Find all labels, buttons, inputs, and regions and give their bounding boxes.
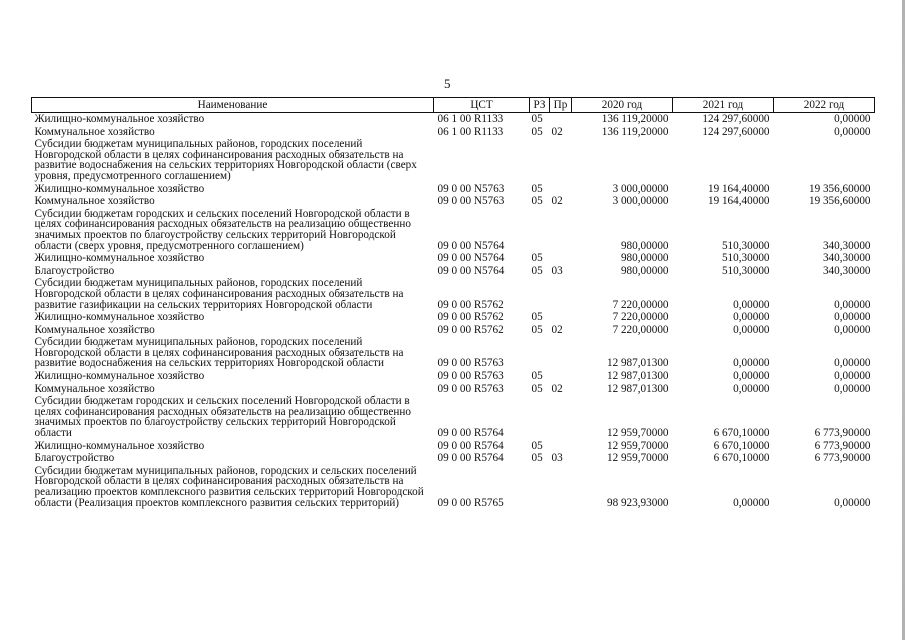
row-value-2020: 7 220,00000 [612, 298, 669, 311]
header-2022: 2022 год [774, 98, 875, 113]
table-row [32, 138, 875, 182]
row-name: Коммунальное хозяйство [34, 195, 155, 208]
row-value-2021: 19 164,40000 [707, 195, 770, 208]
table-row [32, 126, 875, 139]
row-value-2021: 124 297,60000 [702, 125, 770, 138]
row-pr [550, 370, 572, 383]
row-value-2021: 0,00000 [733, 496, 770, 509]
row-rz: 05 [531, 311, 543, 324]
row-value-2022: 0,00000 [834, 125, 871, 138]
row-value-2022: 340,30000 [822, 264, 871, 277]
row-pr [550, 336, 572, 370]
row-pr [550, 395, 572, 439]
row-cst: 09 0 00 N5764 [437, 264, 505, 277]
row-pr: 02 [551, 323, 563, 336]
row-name: Благоустройство [34, 264, 115, 277]
row-cst: 09 0 00 R5763 [437, 370, 504, 383]
row-value-2021: 0,00000 [733, 370, 770, 383]
table-row [32, 183, 875, 196]
row-rz [530, 138, 550, 182]
table-row [32, 370, 875, 383]
header-name: Наименование [32, 98, 434, 113]
row-value-2021 [673, 138, 774, 182]
row-name: Субсидии бюджетам городских и сельских поселений Новгородской области в целях софинансирования расходных обязательств на реализацию общественно значимых проектов по благоустройству сельских территорий Новгородской области [34, 395, 411, 440]
row-rz: 05 [531, 113, 543, 125]
row-pr [550, 440, 572, 453]
table-row [32, 452, 875, 465]
row-rz [530, 465, 550, 509]
row-value-2021: 510,30000 [721, 239, 770, 252]
row-cst: 09 0 00 R5764 [437, 427, 504, 440]
table-row [32, 252, 875, 265]
row-name: Субсидии бюджетам муниципальных районов, городских и сельских поселений Новгородской области в целях софинансирования расходных обязательств на реализацию проектов комплексного развития сельских территорий Новгородской области (Реализация проектов комплексного развития сельских территорий) [34, 464, 424, 509]
row-cst: 09 0 00 R5764 [437, 452, 504, 465]
row-cst: 09 0 00 R5762 [437, 311, 504, 324]
row-value-2020: 980,00000 [620, 264, 669, 277]
row-value-2021: 510,30000 [721, 264, 770, 277]
row-value-2022: 6 773,90000 [814, 427, 871, 440]
row-pr [550, 183, 572, 196]
row-cst: 09 0 00 N5763 [437, 182, 505, 195]
row-value-2021: 6 670,10000 [713, 427, 770, 440]
row-value-2022 [774, 138, 875, 182]
row-value-2020: 12 959,70000 [606, 452, 669, 465]
row-value-2021: 6 670,10000 [713, 452, 770, 465]
row-rz: 05 [531, 452, 543, 465]
row-value-2020 [572, 138, 673, 182]
row-pr: 03 [551, 264, 563, 277]
header-2021: 2021 год [673, 98, 774, 113]
row-value-2020: 980,00000 [620, 239, 669, 252]
page-number: 5 [444, 76, 451, 91]
table-header-row [32, 98, 875, 113]
row-value-2021: 510,30000 [721, 252, 770, 265]
row-name: Жилищно-коммунальное хозяйство [34, 439, 205, 452]
row-cst: 09 0 00 N5764 [437, 252, 505, 265]
row-rz [530, 336, 550, 370]
row-pr: 02 [551, 125, 563, 138]
row-rz: 05 [531, 125, 543, 138]
row-value-2020: 980,00000 [620, 252, 669, 265]
row-name: Коммунальное хозяйство [34, 382, 155, 395]
row-name: Жилищно-коммунальное хозяйство [34, 113, 205, 125]
row-value-2020: 7 220,00000 [612, 323, 669, 336]
row-pr [550, 208, 572, 252]
row-value-2022: 6 773,90000 [814, 439, 871, 452]
row-name: Жилищно-коммунальное хозяйство [34, 182, 205, 195]
header-pr: Пр [550, 98, 572, 113]
row-name: Субсидии бюджетам муниципальных районов, городских поселений Новгородской области в целях софинансирования расходных обязательств на развитие водоснабжения на сельских территориях Новгородской области [34, 336, 404, 370]
row-value-2022: 0,00000 [834, 113, 871, 125]
row-value-2022: 6 773,90000 [814, 452, 871, 465]
table-row [32, 265, 875, 278]
row-name: Жилищно-коммунальное хозяйство [34, 252, 205, 265]
header-cst: ЦСТ [434, 98, 530, 113]
row-name: Жилищно-коммунальное хозяйство [34, 370, 205, 383]
row-rz: 05 [531, 323, 543, 336]
row-value-2022: 0,00000 [834, 382, 871, 395]
row-rz: 05 [531, 439, 543, 452]
row-value-2022: 0,00000 [834, 496, 871, 509]
row-cst: 09 0 00 R5763 [437, 357, 504, 370]
row-value-2022: 340,30000 [822, 252, 871, 265]
row-pr [550, 277, 572, 311]
row-value-2020: 7 220,00000 [612, 311, 669, 324]
row-value-2021: 0,00000 [733, 311, 770, 324]
row-pr [550, 113, 572, 126]
row-pr: 02 [551, 382, 563, 395]
table-row [32, 324, 875, 337]
row-value-2020: 12 959,70000 [606, 439, 669, 452]
header-rz: РЗ [530, 98, 550, 113]
row-value-2021: 0,00000 [733, 298, 770, 311]
row-value-2020: 12 959,70000 [606, 427, 669, 440]
row-name: Субсидии бюджетам городских и сельских поселений Новгородской области в целях софинансирования расходных обязательств на реализацию общественно значимых проектов по благоустройству сельских территорий Новгородской области (сверх уровня, предусмотренного соглашением) [34, 207, 411, 252]
table-row [32, 311, 875, 324]
row-value-2020: 136 119,20000 [601, 125, 669, 138]
table-row [32, 465, 875, 509]
row-cst: 09 0 00 R5763 [437, 382, 504, 395]
row-value-2021: 0,00000 [733, 382, 770, 395]
row-rz: 05 [531, 195, 543, 208]
table-row [32, 113, 875, 126]
row-value-2020: 98 923,93000 [606, 496, 669, 509]
row-pr [550, 311, 572, 324]
row-value-2021: 124 297,60000 [702, 113, 770, 125]
row-value-2022: 340,30000 [822, 239, 871, 252]
row-value-2022: 0,00000 [834, 323, 871, 336]
table-body [32, 113, 875, 510]
row-value-2022: 19 356,60000 [808, 182, 871, 195]
row-cst: 09 0 00 N5764 [437, 239, 505, 252]
row-value-2022: 0,00000 [834, 370, 871, 383]
row-name: Субсидии бюджетам муниципальных районов, городских поселений Новгородской области в целях софинансирования расходных обязательств на развитие газификации на сельских территориях Новгородской области [34, 277, 404, 311]
row-rz: 05 [531, 182, 543, 195]
row-value-2022: 0,00000 [834, 357, 871, 370]
table-row [32, 277, 875, 311]
row-value-2020: 3 000,00000 [612, 182, 669, 195]
row-value-2021: 0,00000 [733, 357, 770, 370]
table-row [32, 383, 875, 396]
table-row [32, 336, 875, 370]
row-rz [530, 277, 550, 311]
row-rz: 05 [531, 252, 543, 265]
row-name: Жилищно-коммунальное хозяйство [34, 311, 205, 324]
row-value-2022: 0,00000 [834, 298, 871, 311]
table-row [32, 195, 875, 208]
row-rz [530, 208, 550, 252]
budget-table [31, 97, 875, 509]
row-name: Благоустройство [34, 452, 115, 465]
row-pr [550, 465, 572, 509]
row-rz: 05 [531, 264, 543, 277]
row-cst: 09 0 00 R5765 [437, 496, 504, 509]
table-row [32, 440, 875, 453]
row-rz [530, 395, 550, 439]
row-cst: 09 0 00 R5764 [437, 439, 504, 452]
row-value-2021: 19 164,40000 [707, 182, 770, 195]
table-row [32, 208, 875, 252]
row-value-2021: 0,00000 [733, 323, 770, 336]
row-name: Субсидии бюджетам муниципальных районов, городских поселений Новгородской области в целях софинансирования расходных обязательств на развитие водоснабжения на сельских территориях Новгородской области (сверх уровня, предусмотренного соглашением) [34, 138, 417, 182]
row-cst: 09 0 00 R5762 [437, 298, 504, 311]
row-value-2020: 12 987,01300 [606, 357, 669, 370]
row-name: Коммунальное хозяйство [34, 323, 155, 336]
row-cst: 06 1 00 R1133 [437, 125, 504, 138]
row-rz: 05 [531, 370, 543, 383]
row-pr: 02 [551, 195, 563, 208]
header-2020: 2020 год [572, 98, 673, 113]
row-cst [434, 138, 530, 182]
row-cst: 09 0 00 N5763 [437, 195, 505, 208]
row-cst: 06 1 00 R1133 [437, 113, 504, 125]
row-cst: 09 0 00 R5762 [437, 323, 504, 336]
table-row [32, 395, 875, 439]
row-pr [550, 138, 572, 182]
row-value-2020: 136 119,20000 [601, 113, 669, 125]
row-pr: 03 [551, 452, 563, 465]
row-value-2021: 6 670,10000 [713, 439, 770, 452]
row-name: Коммунальное хозяйство [34, 125, 155, 138]
row-rz: 05 [531, 382, 543, 395]
row-value-2020: 12 987,01300 [606, 370, 669, 383]
row-value-2020: 3 000,00000 [612, 195, 669, 208]
row-pr [550, 252, 572, 265]
row-value-2022: 0,00000 [834, 311, 871, 324]
row-value-2022: 19 356,60000 [808, 195, 871, 208]
row-value-2020: 12 987,01300 [606, 382, 669, 395]
